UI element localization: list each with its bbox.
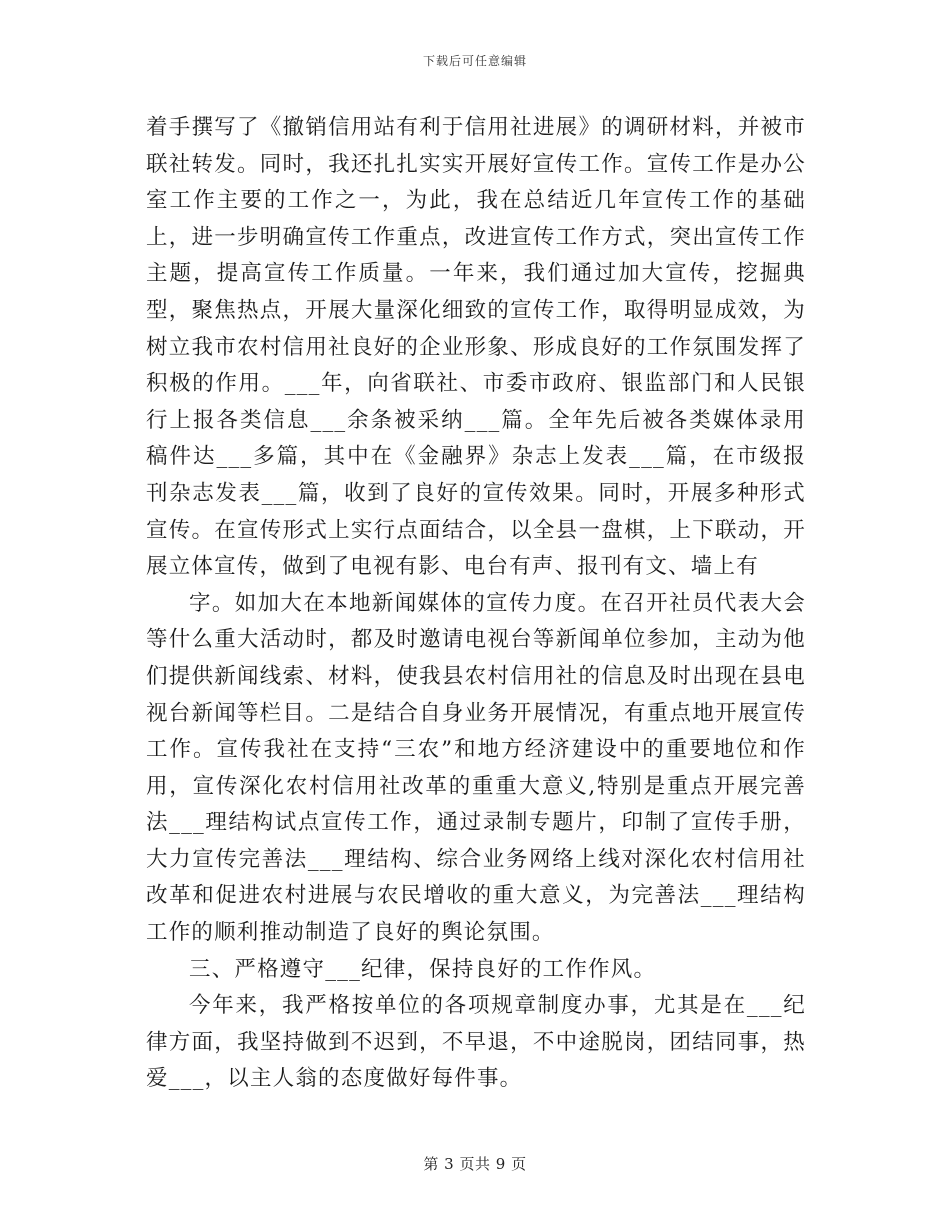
section-heading: 三、严格遵守___纪律，保持良好的工作作风。 bbox=[189, 956, 657, 982]
document-body bbox=[146, 110, 806, 1098]
paragraph-2: 字。如加大在本地新闻媒体的宣传力度。在召开社员代表大会等什么重大活动时，都及时邀请电视台等新闻单位参加，主动为他们提供新闻线索、材料，使我县农村信用社的信息及时出现在县电视台新闻等栏目。二是结合自身业务开展情况，有重点地开展宣传工作。宣传我社在支持“三农”和地方经济建设中的重要地位和作用，宣传深化农村信用社改革的重重大意义,特别是重点开展完善法___理结构试点宣传工作，通过录制专题片，印制了宣传手册，大力宣传完善法___理结构、综合业务网络上线对深化农村信用社改革和促进农村进展与农民增收的重大意义，为完善法___理结构工作的顺利推动制造了良好的舆论氛围。 bbox=[146, 590, 806, 946]
page-footer: 第 3 页共 9 页 bbox=[423, 1155, 527, 1173]
paragraph-3: 今年来，我严格按单位的各项规章制度办事，尤其是在___纪律方面，我坚持做到不迟到，不早退，不中途脱岗，团结同事，热爱___，以主人翁的态度做好每件事。 bbox=[146, 993, 806, 1092]
paragraph-1: 着手撰写了《撤销信用站有利于信用社进展》的调研材料，并被市联社转发。同时，我还扎扎实实开展好宣传工作。宣传工作是办公室工作主要的工作之一，为此，我在总结近几年宣传工作的基础上，进一步明确宣传工作重点，改进宣传工作方式，突出宣传工作主题，提高宣传工作质量。一年来，我们通过加大宣传，挖掘典型，聚焦热点，开展大量深化细致的宣传工作，取得明显成效，为树立我市农村信用社良好的企业形象、形成良好的工作氛围发挥了积极的作用。___年，向省联社、市委市政府、银监部门和人民银行上报各类信息___余条被采纳___篇。全年先后被各类媒体录用稿件达___多篇，其中在《金融界》杂志上发表___篇，在市级报刊杂志发表___篇，收到了良好的宣传效果。同时，开展多种形式宣传。在宣传形式上实行点面结合，以全县一盘棋，上下联动，开展立体宣传，做到了电视有影、电台有声、报刊有文、墙上有 bbox=[146, 115, 806, 580]
page-header: 下载后可任意编辑 bbox=[422, 54, 527, 68]
